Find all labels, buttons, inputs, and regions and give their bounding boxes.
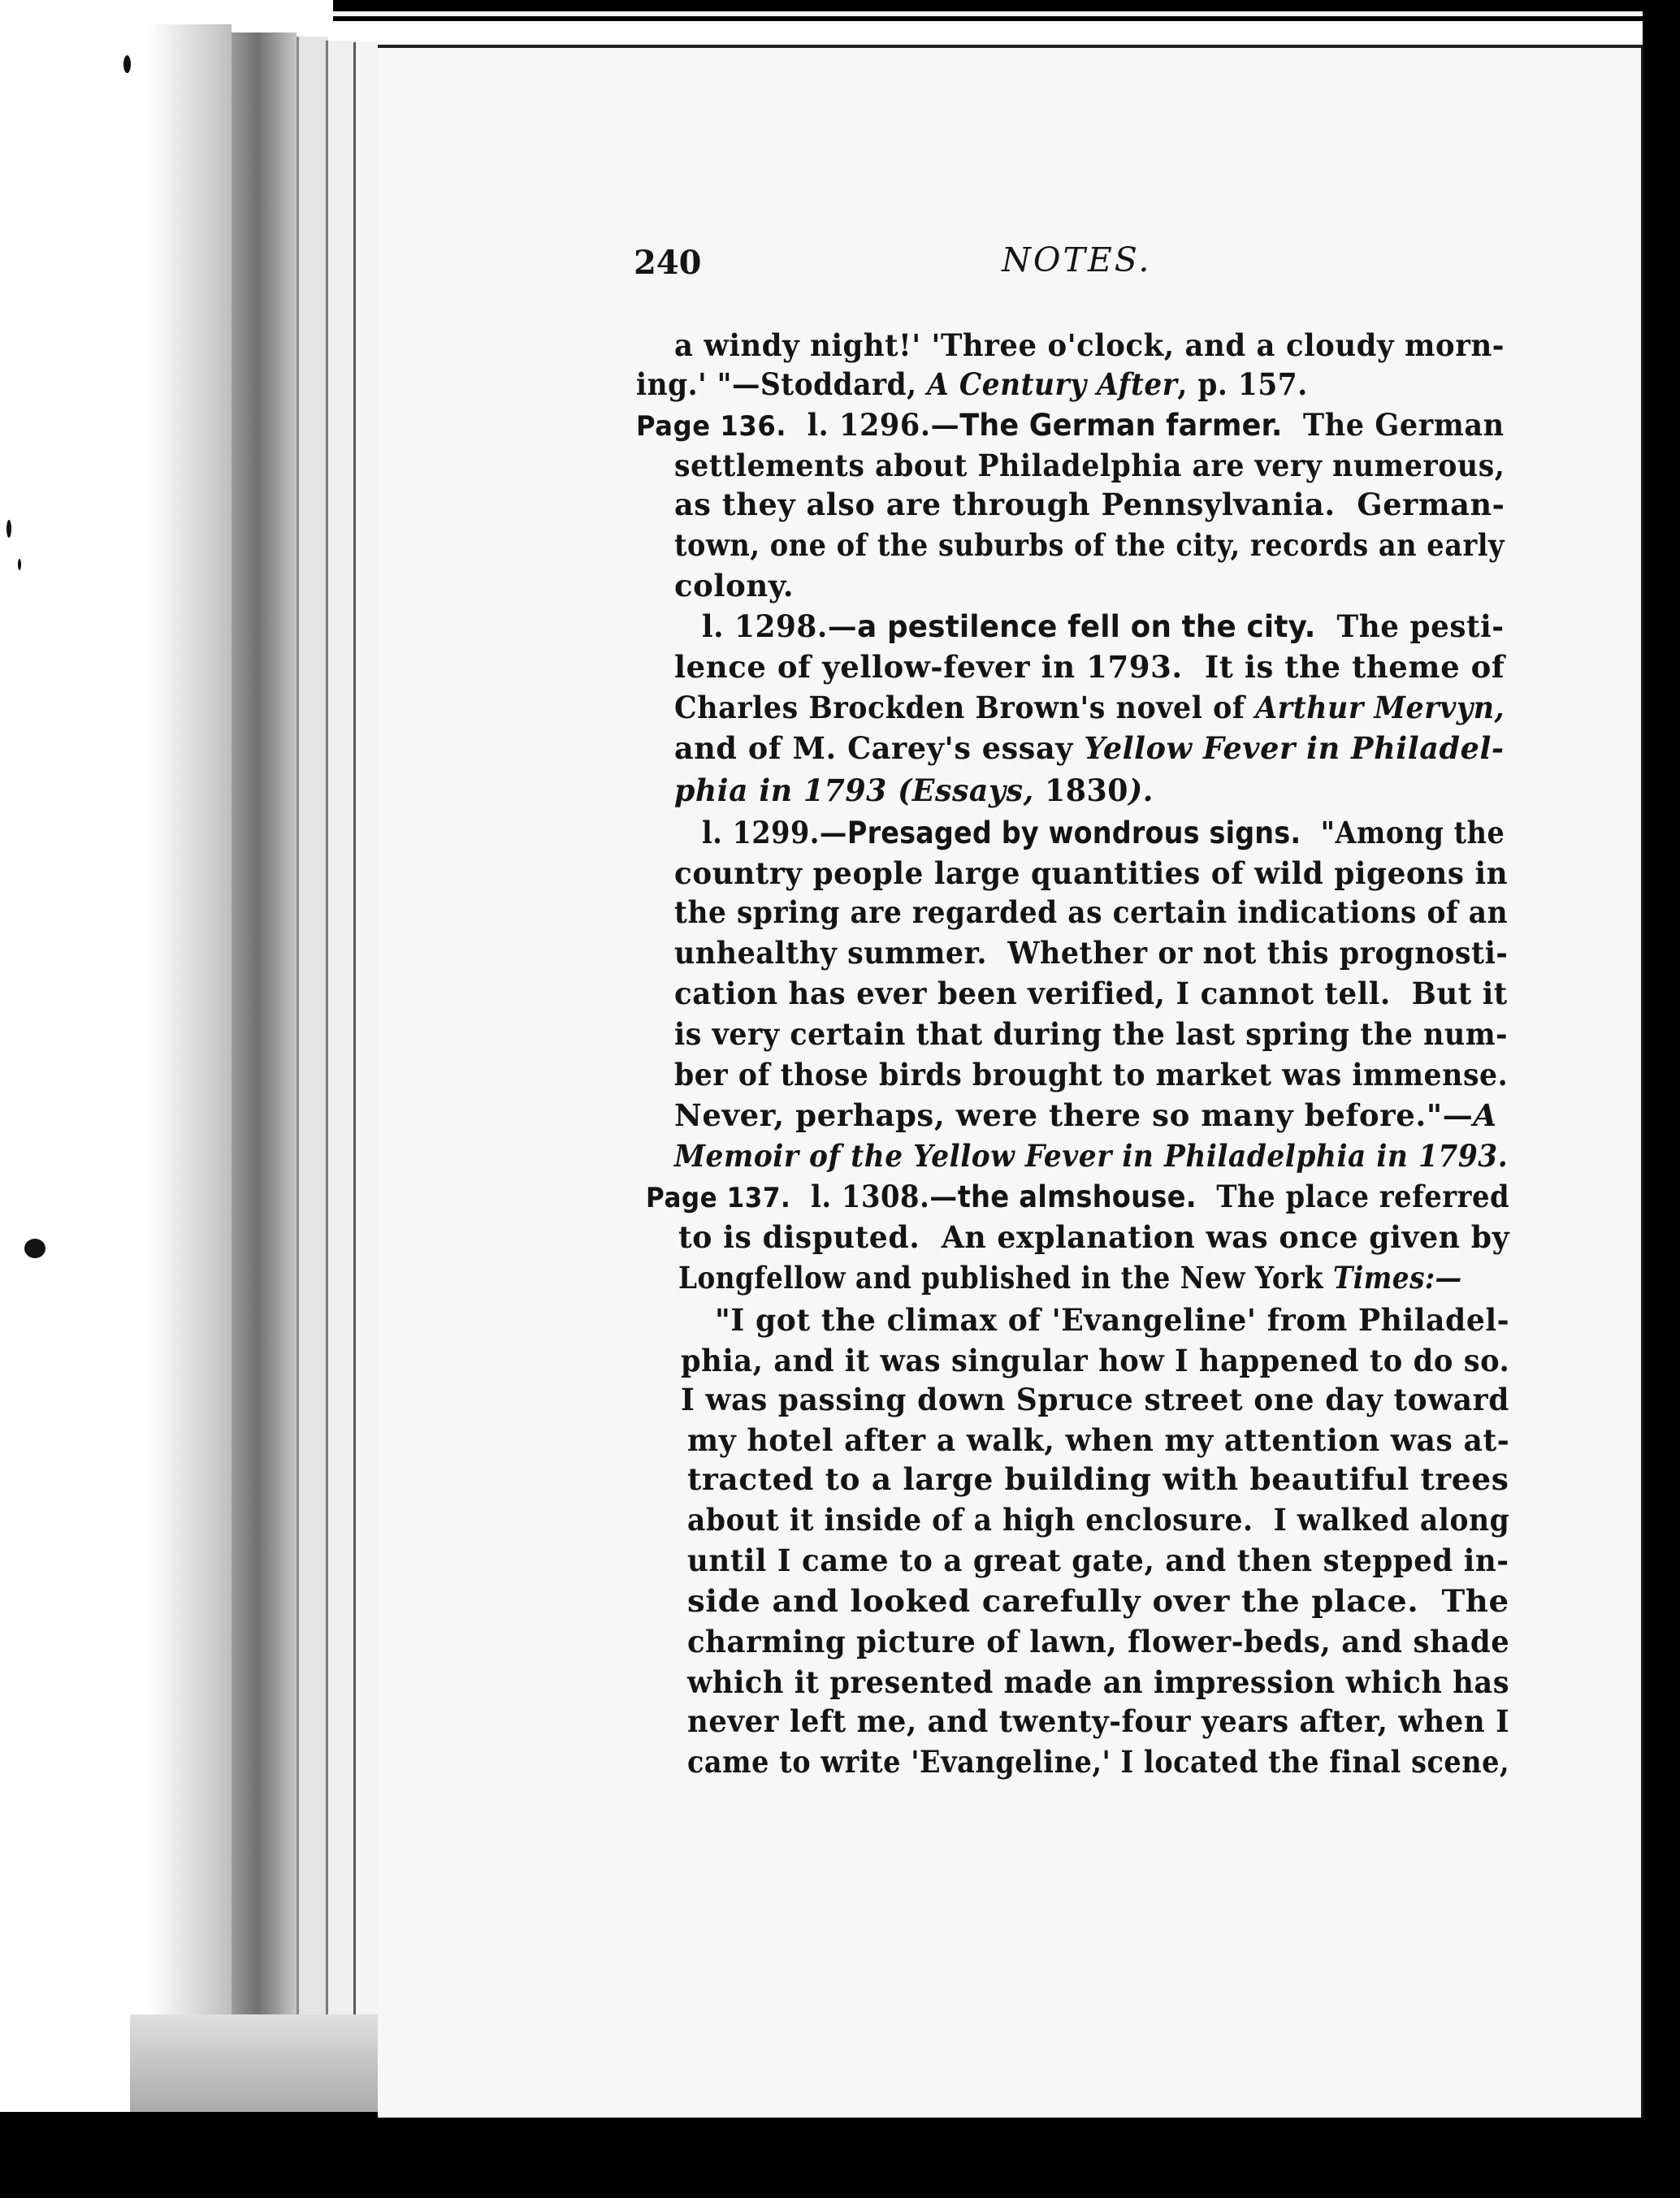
text-line <box>687 1664 1509 1701</box>
text-run: came to write 'Evangeline,' I located the final scene, <box>687 1744 1510 1780</box>
page-number: 240 <box>634 244 702 282</box>
text-line <box>715 1301 1509 1339</box>
left-bottom-shadow <box>130 2014 378 2112</box>
text-line <box>674 486 1505 523</box>
text-run: side and looked carefully over the place. The <box>687 1583 1509 1619</box>
text-line <box>674 567 794 604</box>
note-lemma: the almshouse. <box>957 1179 1197 1214</box>
text-line <box>674 526 1505 564</box>
text-line <box>674 1097 1497 1134</box>
text-line <box>674 327 1505 364</box>
text-run: which it presented made an impression which has <box>687 1664 1510 1700</box>
scan-speck <box>123 55 131 73</box>
italic-title: phia in 1793 (Essays, <box>674 772 1034 808</box>
text-run: phia, and it was singular how I happened to do so. <box>681 1343 1510 1378</box>
text-run: town, one of the suburbs of the city, records an early <box>674 527 1505 563</box>
text-run: ing.' "—Stoddard, <box>636 366 928 402</box>
page-stack-1 <box>297 37 328 2112</box>
text-line <box>687 1743 1509 1780</box>
italic-title: ). <box>1128 772 1154 808</box>
text-line <box>674 893 1508 931</box>
text-run: 1830 <box>1033 772 1129 808</box>
scan-top-edge <box>333 0 1680 11</box>
text-line <box>687 1501 1509 1538</box>
text-line <box>681 1381 1509 1418</box>
scan-speck <box>6 520 11 538</box>
scan-top-edge-line <box>333 16 1680 21</box>
text-run: ber of those birds brought to market was immense. <box>674 1057 1509 1093</box>
text-line <box>674 855 1508 892</box>
text-run: The place referred <box>1196 1179 1510 1214</box>
text-run: as they also are through Pennsylvania. German- <box>674 487 1505 522</box>
text-run: settlements about Philadelphia are very numerous, <box>674 448 1505 483</box>
text-run: charming picture of lawn, flower-beds, and shade <box>687 1624 1510 1659</box>
text-run: Charles Brockden Brown's novel of <box>674 690 1256 725</box>
text-run: the spring are regarded as certain indications of an <box>674 894 1509 930</box>
scan-right-border <box>1643 0 1680 2198</box>
text-line <box>674 772 1154 809</box>
text-line <box>636 406 1505 445</box>
text-line <box>674 729 1505 767</box>
binding-shadow-inner <box>232 32 297 2112</box>
text-run: until I came to a great gate, and then stepped in- <box>687 1542 1509 1578</box>
text-run: "Among the <box>1301 815 1505 850</box>
scan-bottom-border <box>0 2112 1680 2198</box>
italic-title: A Century After <box>927 366 1178 402</box>
text-run: never left me, and twenty-four years after, when I <box>687 1703 1510 1739</box>
text-line <box>687 1582 1509 1620</box>
text-run: l. 1296.— <box>786 407 960 443</box>
text-line <box>674 648 1505 686</box>
running-title: NOTES. <box>1002 240 1152 279</box>
text-run: a windy night!' 'Three o'clock, and a cloudy morn- <box>674 327 1505 363</box>
text-line <box>687 1542 1509 1579</box>
page-reference: Page 137. <box>646 1182 791 1214</box>
note-lemma: The German farmer. <box>959 408 1283 443</box>
text-line <box>702 814 1505 852</box>
text-line <box>646 1178 1509 1217</box>
text-run: "I got the climax of 'Evangeline' from Philadel- <box>715 1302 1510 1338</box>
text-run: Longfellow and published in the New York <box>678 1260 1333 1296</box>
text-run: l. 1308.— <box>790 1179 958 1214</box>
text-line <box>674 689 1505 726</box>
text-run: country people large quantities of wild pigeons in <box>674 855 1509 891</box>
page-stack-2 <box>326 41 356 2112</box>
text-line <box>678 1259 1462 1296</box>
text-run: , p. 157. <box>1177 366 1308 402</box>
text-line <box>687 1421 1509 1459</box>
note-lemma: a pestilence fell on the city. <box>857 609 1316 644</box>
text-run: lence of yellow-fever in 1793. It is the theme of <box>674 649 1505 685</box>
text-run: tracted to a large building with beautiful trees <box>687 1461 1509 1497</box>
text-line <box>681 1342 1509 1379</box>
text-line <box>702 608 1505 646</box>
text-run: l. 1299.— <box>702 815 847 850</box>
italic-title: A <box>1473 1097 1497 1133</box>
italic-title: Arthur Mervyn, <box>1255 690 1505 725</box>
italic-title: Memoir of the Yellow Fever in Philadelphia in 1793. <box>674 1138 1509 1174</box>
text-run: to is disputed. An explanation was once given by <box>678 1219 1510 1255</box>
text-line <box>678 1218 1509 1256</box>
note-lemma: Presaged by wondrous signs. <box>846 816 1301 850</box>
page-reference: Page 136. <box>636 410 787 443</box>
text-run: is very certain that during the last spring the num- <box>674 1016 1509 1052</box>
text-run: unhealthy summer. Whether or not this prognosti- <box>674 935 1509 971</box>
text-line <box>674 1137 1508 1175</box>
italic-title: Yellow Fever in Philadel- <box>1084 730 1505 766</box>
text-run: colony. <box>674 568 795 604</box>
text-run: and of M. Carey's essay <box>674 730 1085 766</box>
text-run: my hotel after a walk, when my attention was at- <box>687 1422 1510 1458</box>
text-line <box>687 1703 1509 1740</box>
text-line <box>674 1056 1508 1093</box>
page-stack-3 <box>353 42 380 2112</box>
text-line <box>687 1623 1509 1660</box>
text-line <box>674 1015 1508 1053</box>
text-run: cation has ever been verified, I cannot tell. But it <box>674 976 1508 1011</box>
scan-speck <box>18 559 21 570</box>
text-line <box>674 447 1505 484</box>
text-run: l. 1298.— <box>702 608 858 644</box>
text-run: The pesti- <box>1315 608 1505 644</box>
italic-title: Times:— <box>1332 1260 1462 1296</box>
binding-shadow-outer <box>150 24 232 2112</box>
text-run: The German <box>1282 407 1505 443</box>
scan-speck <box>24 1239 45 1258</box>
text-line <box>636 366 1308 403</box>
text-line <box>674 975 1508 1012</box>
text-run: Never, perhaps, were there so many before."— <box>674 1097 1474 1133</box>
text-line <box>674 934 1508 971</box>
text-run: I was passing down Spruce street one day toward <box>681 1382 1509 1417</box>
text-line <box>687 1460 1509 1498</box>
text-run: about it inside of a high enclosure. I walked along <box>687 1502 1510 1538</box>
